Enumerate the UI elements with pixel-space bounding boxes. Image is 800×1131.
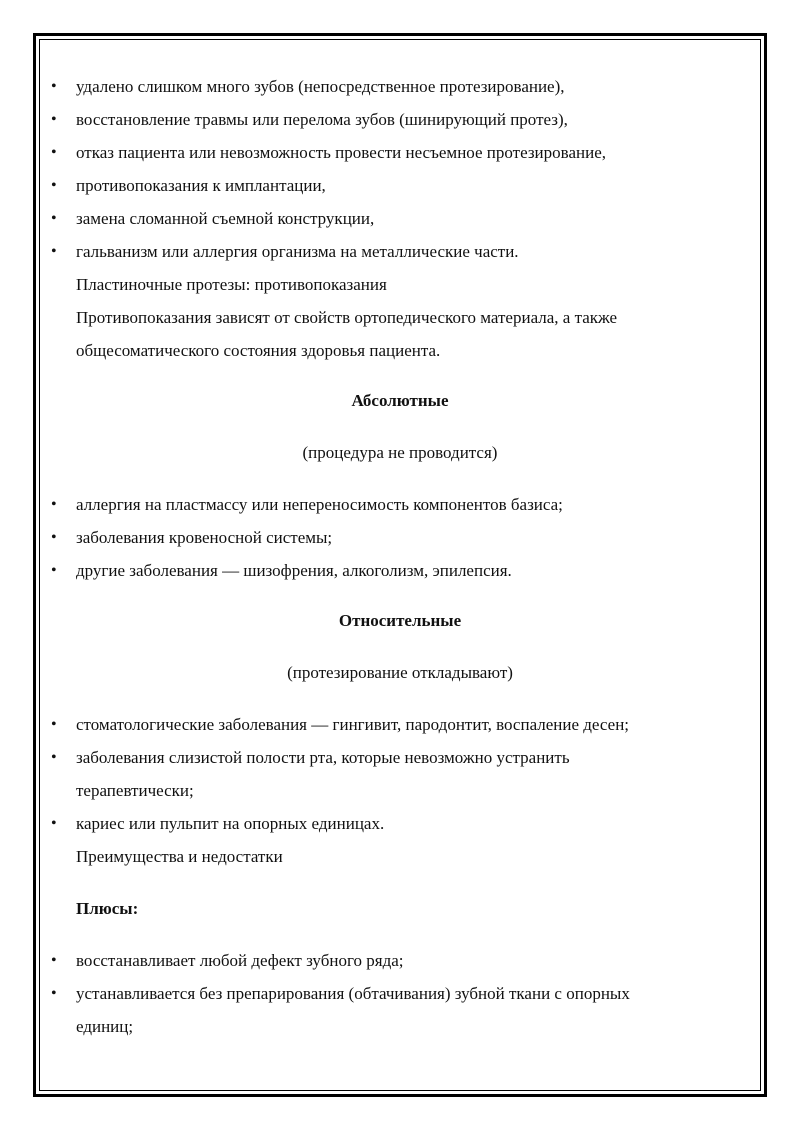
paragraph-line: Противопоказания зависят от свойств ортопедического материала, а также — [76, 308, 618, 327]
list-item: • восстановление травмы или перелома зубов (шинирующий протез), — [50, 103, 750, 136]
relative-subheading: (протезирование откладывают) — [287, 663, 513, 682]
absolute-list — [50, 488, 750, 587]
list-item: • противопоказания к имплантации, — [50, 169, 750, 202]
list-item: • аллергия на пластмассу или непереносимость компонентов базиса; — [50, 488, 750, 521]
list-item: • удалено слишком много зубов (непосредственное протезирование), — [50, 70, 750, 103]
section-title-contraindications: Пластиночные протезы: противопоказания — [76, 275, 387, 294]
indications-list — [50, 70, 750, 268]
absolute-subheading: (процедура не проводится) — [302, 443, 498, 462]
document-body — [50, 70, 750, 1043]
list-item: • заболевания кровеносной системы; — [50, 521, 750, 554]
list-item — [50, 741, 750, 807]
list-item: • стоматологические заболевания — гингивит, пародонтит, воспаление десен; — [50, 708, 750, 741]
list-item: • кариес или пульпит на опорных единицах. — [50, 807, 750, 840]
list-item: • другие заболевания — шизофрения, алкоголизм, эпилепсия. — [50, 554, 750, 587]
paragraph-line: общесоматического состояния здоровья пациента. — [76, 341, 441, 360]
list-item: • восстанавливает любой дефект зубного ряда; — [50, 944, 750, 977]
list-item: • отказ пациента или невозможность провести несъемное протезирование, — [50, 136, 750, 169]
relative-list — [50, 708, 750, 840]
list-item — [50, 977, 750, 1043]
pluses-list — [50, 944, 750, 1043]
section-title-pros-cons: Преимущества и недостатки — [76, 847, 283, 866]
pluses-heading: Плюсы: — [76, 899, 139, 918]
list-item-line: заболевания слизистой полости рта, которые невозможно устранить — [76, 748, 570, 767]
absolute-heading: Абсолютные — [351, 391, 449, 410]
list-item-line: терапевтически; — [76, 781, 194, 800]
list-item: • замена сломанной съемной конструкции, — [50, 202, 750, 235]
relative-heading: Относительные — [338, 611, 462, 630]
list-item-line: устанавливается без препарирования (обтачивания) зубной ткани с опорных — [76, 984, 630, 1003]
list-item-line: единиц; — [76, 1017, 134, 1036]
list-item: • гальванизм или аллергия организма на металлические части. — [50, 235, 750, 268]
